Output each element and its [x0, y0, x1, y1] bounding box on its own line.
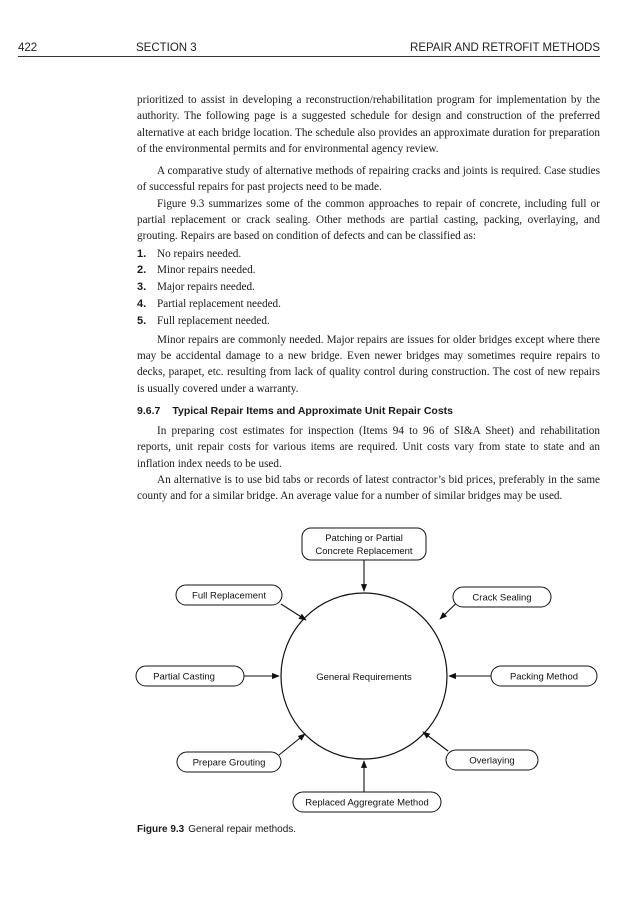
paragraph-1: prioritized to assist in developing a reconstruction/rehabilitation program for implementation by the authority. The following page is a suggested schedule for design and construction of the preferred alternative at each bridge location. The schedule also provides an approximate duration for preparation of the environmental permits and for environmental agency review. [137, 94, 600, 155]
paragraph-5: In preparing cost estimates for inspection (Items 94 to 96 of SI&A Sheet) and rehabilitation reports, unit repair costs for various items are required. Unit costs vary from state to state and an inflation index needs to be used. [137, 425, 600, 470]
figure-caption-text: General repair methods. [188, 824, 297, 835]
center-label: General Requirements [316, 672, 412, 683]
arrow-bottom-left [279, 734, 305, 755]
list-item: 5. Full replacement needed. [137, 314, 270, 327]
figure-label: Figure 9.3 [137, 824, 185, 835]
running-title: REPAIR AND RETROFIT METHODS [410, 42, 600, 54]
box-patching-label-2: Concrete Replacement [315, 546, 413, 557]
section-heading [137, 403, 600, 419]
paragraph-3: Figure 9.3 summarizes some of the common approaches to repair of concrete, including full or partial replacement or crack sealing. Other methods are partial casting, packing, overlaying, and grouting. Repairs are based on condition of defects and can be classified as: [137, 197, 600, 243]
paragraph-4: Minor repairs are commonly needed. Major repairs are issues for older bridges except where there may be accidental damage to a new bridge. Even newer bridges may sometimes require repairs to decks, parapet, etc. resulting from lack of quality control during construction. The cost of new repairs is usually covered under a warranty. [137, 333, 600, 395]
header-rule [18, 56, 600, 57]
list-item: 1. No repairs needed. [137, 247, 242, 260]
repair-methods-diagram [0, 520, 641, 820]
section-label: SECTION 3 [136, 42, 197, 54]
arrow-top-left [281, 604, 306, 620]
box-patching-label-1: Patching or Partial [325, 533, 403, 544]
list-item: 4. Partial replacement needed. [137, 298, 281, 311]
box-replaced-aggregate-label: Replaced Aggregrate Method [305, 797, 429, 809]
figure-caption [137, 824, 296, 835]
section-number: 9.6.7 [137, 404, 161, 417]
box-overlaying-label: Overlaying [469, 755, 515, 767]
body-text [137, 92, 600, 505]
box-prepare-grouting-label: Prepare Grouting [192, 757, 266, 769]
repair-classification-list [137, 246, 600, 330]
list-item: 2. Minor repairs needed. [137, 264, 256, 277]
section-title: Typical Repair Items and Approximate Unit Repair Costs [172, 404, 454, 417]
paragraph-2: A comparative study of alternative methods of repairing cracks and joints is required. Case studies of successful repairs for past projects need to be made. [137, 165, 600, 194]
paragraph-6: An alternative is to use bid tabs or records of latest contractor’s bid prices, preferably in the same county and for a similar bridge. An average value for a number of similar bridges may be used. [137, 474, 600, 503]
box-packing-method-label: Packing Method [509, 671, 579, 683]
box-full-replacement-label: Full Replacement [192, 590, 266, 602]
box-partial-casting-label: Partial Casting [153, 671, 215, 683]
box-crack-sealing-label: Crack Sealing [472, 592, 532, 604]
list-item: 3. Major repairs needed. [137, 281, 255, 294]
arrow-bottom-right [423, 732, 448, 751]
page-number: 422 [18, 42, 38, 54]
page-header [18, 36, 600, 56]
